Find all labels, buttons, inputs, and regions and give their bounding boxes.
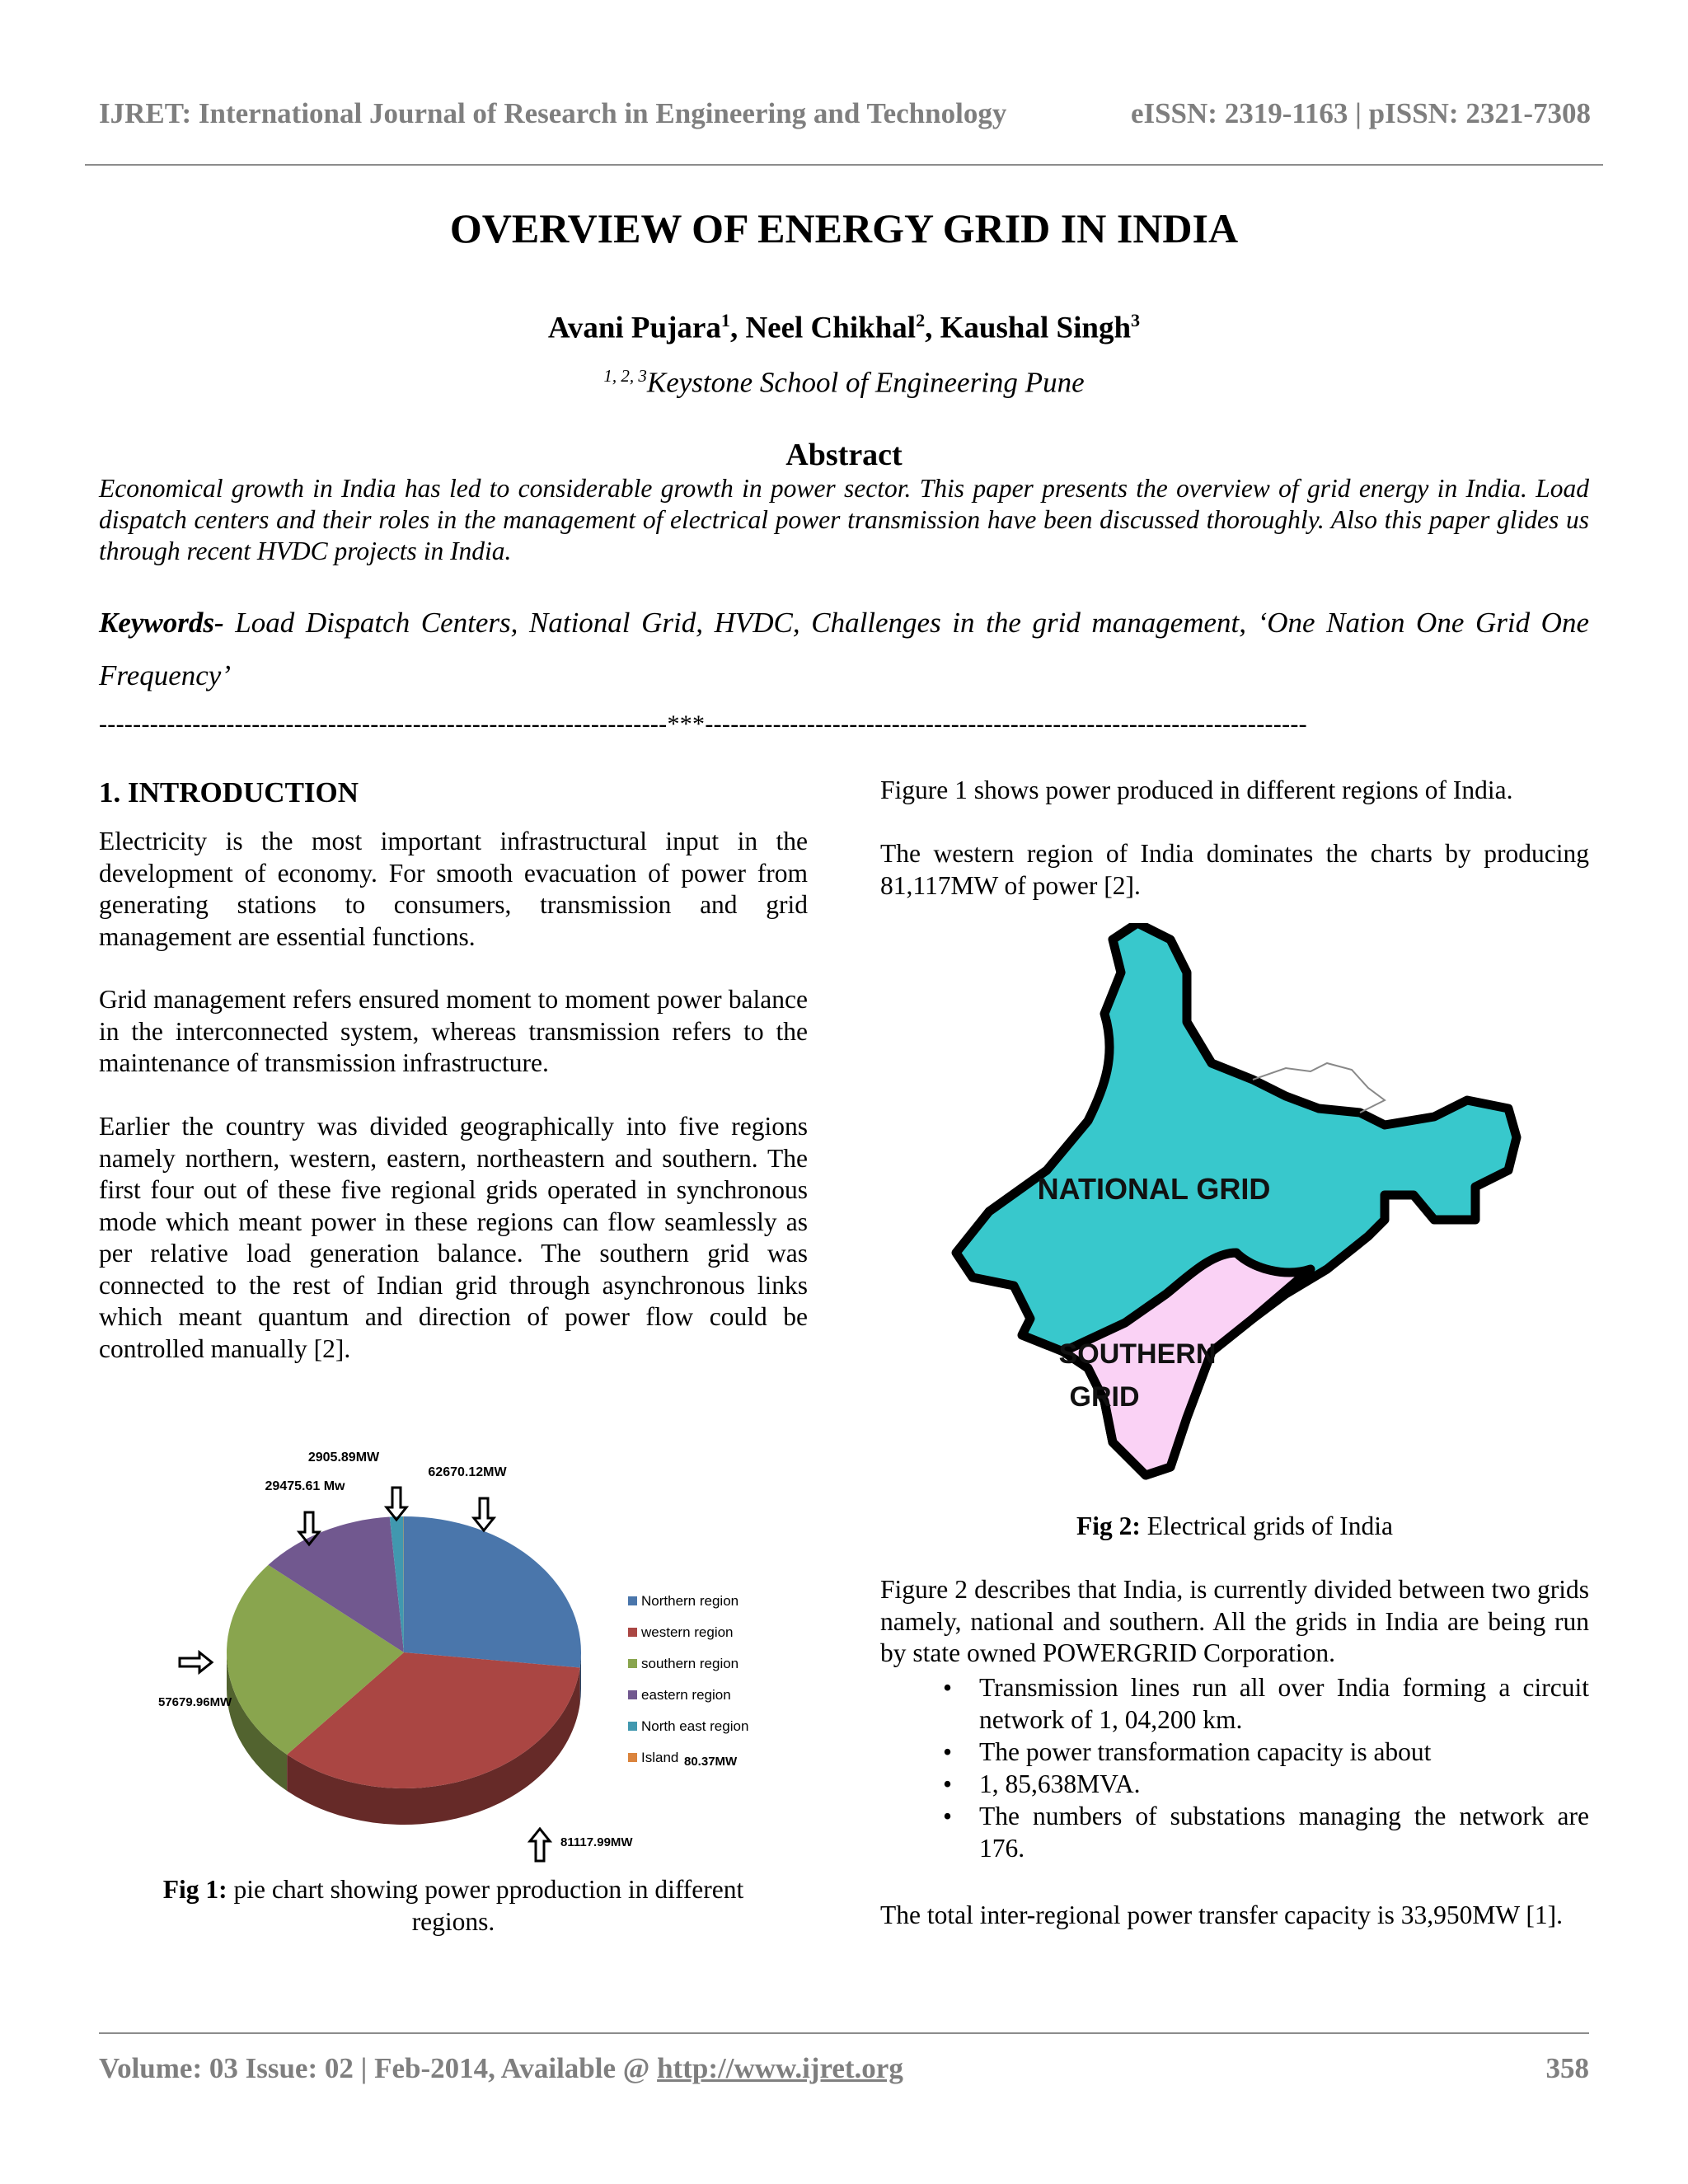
page-number: 358 <box>1545 2052 1589 2084</box>
right-paragraph: Figure 1 shows power produced in different regions of India. <box>880 776 1513 804</box>
bullet-text: The power transformation capacity is about <box>979 1737 1432 1766</box>
legend-label: Island <box>641 1750 679 1765</box>
author-sup: 1 <box>720 310 730 330</box>
section-separator: -------------------------------------------------------------------***----------------------------------------------------------------------- <box>99 710 1307 738</box>
author-name: Avani Pujara <box>547 311 721 345</box>
fig1-caption <box>132 1874 775 1938</box>
legend-swatch <box>628 1753 637 1762</box>
value-label-eastern: 29475.61 Mw <box>265 1479 345 1493</box>
list-item <box>880 1736 1589 1768</box>
pie-slice <box>404 1516 581 1668</box>
southern-grid-label: GRID <box>1069 1381 1140 1413</box>
legend-label: North east region <box>641 1718 749 1734</box>
fig1-caption-text: pie chart showing power pproduction in different regions. <box>227 1875 744 1936</box>
value-label-western: 81117.99MW <box>560 1835 633 1849</box>
value-label-island: 80.37MW <box>684 1755 738 1769</box>
intro-paragraph: Electricity is the most important infrastructural input in the development of economy. For smooth evacuation of power from generating stations to consumers, transmission and grid management are essential functions. <box>99 827 808 951</box>
bullet-text: The numbers of substations managing the network are 176. <box>979 1802 1589 1863</box>
journal-name: IJRET: International Journal of Research in Engineering and Technology <box>99 97 1007 129</box>
author-name: Neel Chikhal <box>745 311 917 345</box>
abstract-text: Economical growth in India has led to considerable growth in power sector. This paper presents the overview of grid energy in India. Load dispatch centers and their roles in the management of electrical power transmission have been discussed thoroughly. Also this paper glides us through recent HVDC projects in India. <box>99 474 1589 565</box>
journal-issn: eISSN: 2319-1163 | pISSN: 2321-7308 <box>1130 97 1591 129</box>
list-item <box>880 1800 1589 1864</box>
bullet-list <box>880 1671 1589 1864</box>
list-item <box>880 1768 1589 1800</box>
keywords <box>99 597 1589 702</box>
fig2-caption-text: Electrical grids of India <box>1140 1511 1393 1540</box>
arrow-up-icon <box>530 1829 550 1861</box>
footer-divider <box>99 2032 1589 2034</box>
legend-swatch <box>628 1596 637 1605</box>
author-sup: 3 <box>1131 310 1141 330</box>
pie-slices-group <box>227 1516 581 1788</box>
abstract-heading: Abstract <box>785 438 903 472</box>
arrow-down-icon <box>387 1488 406 1520</box>
legend-swatch <box>628 1659 637 1668</box>
legend-label: southern region <box>641 1656 739 1671</box>
footer-volume: Volume: 03 Issue: 02 | Feb-2014, Available @ <box>99 2052 658 2084</box>
keywords-label: Keywords- <box>99 607 224 639</box>
intro-heading: 1. INTRODUCTION <box>99 776 359 808</box>
national-grid-label: NATIONAL GRID <box>1037 1172 1271 1206</box>
right-paragraph: The total inter-regional power transfer capacity is 33,950MW [1]. <box>880 1900 1563 1929</box>
pie-chart <box>148 1442 775 1871</box>
value-label-northern: 62670.12MW <box>428 1465 507 1479</box>
list-item <box>880 1671 1589 1736</box>
intro-paragraph: Grid management refers ensured moment to moment power balance in the interconnected system, whereas transmission refers to the maintenance of transmission infrastructure. <box>99 985 808 1077</box>
affiliation-text: Keystone School of Engineering Pune <box>646 366 1085 399</box>
value-label-north-east: 2905.89MW <box>307 1451 380 1465</box>
india-grid-map <box>940 923 1533 1483</box>
bullet-symbol: • <box>943 1802 953 1830</box>
fig2-caption <box>880 1511 1589 1543</box>
arrow-right-icon <box>180 1652 212 1672</box>
legend-swatch <box>628 1690 637 1699</box>
author-name: Kaushal Singh <box>940 311 1132 345</box>
right-paragraph: Figure 2 describes that India, is currently divided between two grids namely, national and southern. All the grids in India are being run by state owned POWERGRID Corporation. <box>880 1575 1589 1667</box>
author-sup: 2 <box>916 310 926 330</box>
bullet-text: 1, 85,638MVA. <box>979 1769 1141 1798</box>
legend-label: Northern region <box>641 1593 739 1609</box>
southern-grid-label: SOUTHERN <box>1058 1338 1217 1370</box>
legend-label: western region <box>641 1624 734 1640</box>
author-list: Avani Pujara$^1$, Neel Chikhal$^2$, Kaushal Singh$^3$ <box>547 310 1141 345</box>
legend-swatch <box>628 1722 637 1731</box>
paper-title: OVERVIEW OF ENERGY GRID IN INDIA <box>449 205 1239 251</box>
keywords-text: Load Dispatch Centers, National Grid, HVDC, Challenges in the grid management, ‘One Nation One Grid One Frequency’ <box>99 607 1589 691</box>
pie-legend <box>628 1593 748 1765</box>
right-paragraph: The western region of India dominates the charts by producing 81,117MW of power [2]. <box>880 839 1589 900</box>
fig1-label: Fig 1: <box>162 1875 227 1904</box>
header-divider <box>85 164 1603 166</box>
bullet-symbol: • <box>943 1769 953 1798</box>
value-label-southern: 57679.96MW <box>158 1695 232 1709</box>
footer-link[interactable]: http://www.ijret.org <box>657 2052 903 2084</box>
journal-header <box>99 97 1591 130</box>
intro-paragraph: Earlier the country was divided geographically into five regions namely northern, western, eastern, northeastern and southern. The first four out of these five regional grids operated in synchronous mode which meant power in these regions can flow seamlessly as per relative load generation balance. The southern grid was connected to the rest of Indian grid through asynchronous links which meant quantum and direction of power flow could be controlled manually [2]. <box>99 1112 808 1363</box>
affiliation-sup: 1, 2, 3 <box>603 366 647 386</box>
legend-label: eastern region <box>641 1687 731 1703</box>
legend-swatch <box>628 1628 637 1637</box>
page-footer <box>99 2052 1589 2085</box>
arrow-down-icon <box>474 1498 494 1530</box>
bullet-text: Transmission lines run all over India forming a circuit network of 1, 04,200 km. <box>979 1673 1589 1734</box>
affiliation <box>0 366 1688 400</box>
fig2-label: Fig 2: <box>1076 1511 1141 1540</box>
bullet-symbol: • <box>943 1673 953 1702</box>
bullet-symbol: • <box>943 1737 953 1766</box>
